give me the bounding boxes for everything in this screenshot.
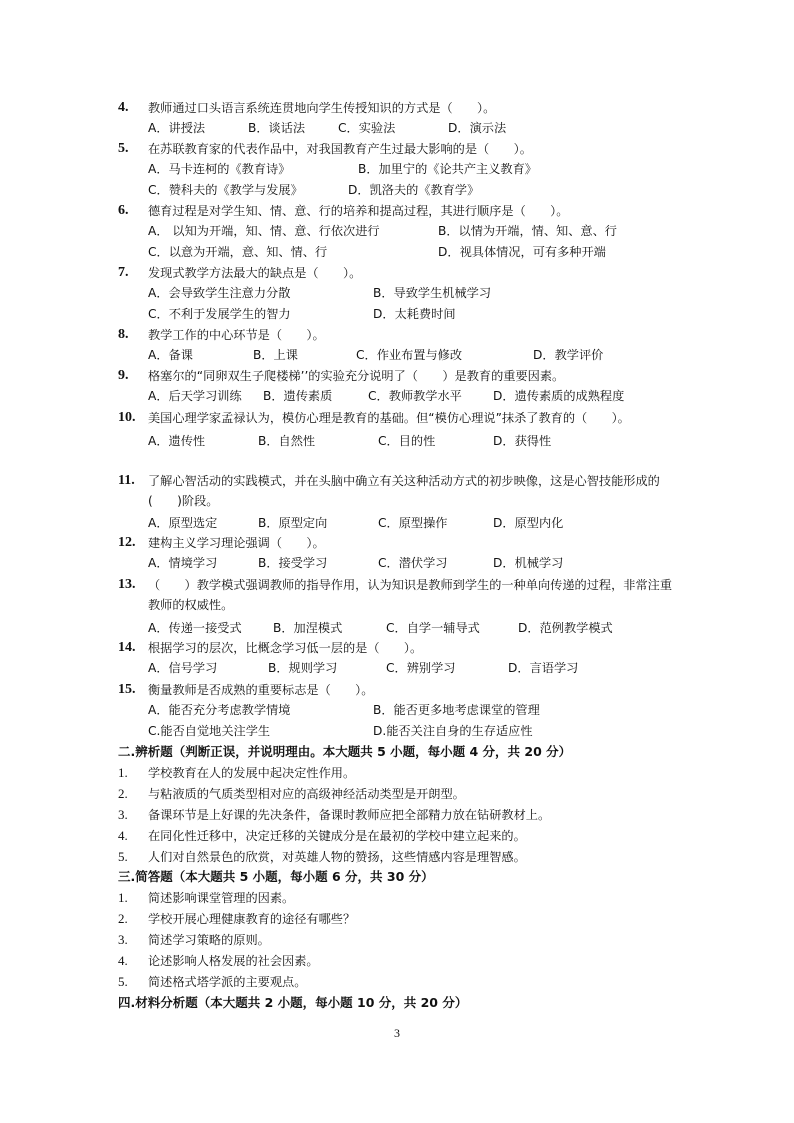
question-text: 在苏联教育家的代表作品中，对我国教育产生过最大影响的是（ ）。 [148, 142, 532, 156]
option-a: A．马卡连柯的《教育诗》 [148, 162, 291, 176]
option-d: D．太耗费时间 [373, 306, 456, 321]
section-4-title: 四.材料分析题（本大题共 2 小题，每小题 10 分，共 20 分） [118, 995, 468, 1010]
question-number: 6. [118, 203, 129, 218]
option-c: C．潜伏学习 [378, 556, 448, 570]
list-item [118, 888, 678, 908]
option-b: B．谈话法 [248, 121, 306, 135]
option-row [148, 513, 678, 534]
option-c: C．原型操作 [378, 516, 448, 530]
option-a: A．遗传性 [148, 434, 206, 448]
question-15 [118, 680, 678, 741]
option-b: B．规则学习 [268, 661, 338, 675]
question-text: 根据学习的层次，比概念学习低一层的是（ ）。 [148, 641, 423, 655]
question-11 [118, 471, 678, 534]
option-d: D．机械学习 [493, 556, 564, 570]
section-2-title: 二.辨析题（判断正误，并说明理由。本大题共 5 小题，每小题 4 分，共 20 分） [118, 744, 572, 759]
item-number: 3. [118, 932, 128, 947]
option-a: A．信号学习 [148, 661, 218, 675]
section-3-title: 三.简答题（本大题共 5 小题，每小题 6 分，共 30 分） [118, 869, 434, 884]
question-number: 5. [118, 141, 129, 156]
option-row [148, 721, 678, 742]
list-item [118, 784, 678, 804]
option-a: A．情境学习 [148, 556, 218, 570]
option-c: C.能否自觉地关注学生 [148, 723, 271, 738]
question-10 [118, 408, 678, 452]
option-b: B．加里宁的《论共产主义教育》 [358, 162, 537, 176]
option-b: B．接受学习 [258, 556, 328, 570]
question-number: 13. [118, 577, 136, 592]
item-text: 备课环节是上好课的先决条件，备课时教师应把全部精力放在钻研教材上。 [148, 808, 551, 822]
option-row [148, 118, 678, 139]
option-c: C．以意为开端，意、知、情、行 [148, 244, 328, 259]
option-d: D．言语学习 [508, 661, 579, 675]
option-b: B．能否更多地考虑课堂的管理 [373, 703, 540, 717]
question-number: 15. [118, 682, 136, 697]
item-text: 人们对自然景色的欣赏，对英雄人物的赞扬，这些情感内容是理智感。 [148, 850, 526, 864]
item-text: 简述影响课堂管理的因素。 [148, 891, 295, 905]
question-text: 衡量教师是否成熟的重要标志是（ ）。 [148, 683, 374, 697]
option-d: D．凯洛夫的《教育学》 [348, 182, 480, 197]
option-d: D．教学评价 [533, 348, 604, 362]
option-a: A．会导致学生注意力分散 [148, 286, 291, 300]
option-d: D．视具体情况，可有多种开端 [438, 244, 606, 259]
question-number: 14. [118, 640, 136, 655]
option-d: D．演示法 [448, 121, 507, 135]
item-number: 4. [118, 953, 128, 968]
option-a: A．能否充分考虑教学情境 [148, 703, 291, 717]
option-row [148, 618, 678, 639]
option-row [148, 242, 678, 263]
list-item [118, 930, 678, 950]
option-a: A．后天学习训练 [148, 389, 242, 403]
list-item [118, 951, 678, 971]
option-row [148, 159, 678, 180]
item-number: 5. [118, 974, 128, 989]
option-a: A． 以知为开端，知、情、意、行依次进行 [148, 224, 380, 238]
option-row [148, 386, 678, 407]
item-text: 学校开展心理健康教育的途径有哪些？ [148, 912, 356, 926]
question-text: 美国心理学家孟禄认为，模仿心理是教育的基础。但“模仿心理说”抹杀了教育的（ ）。 [148, 411, 630, 425]
question-5 [118, 139, 678, 200]
item-number: 1. [118, 890, 128, 905]
option-a: A．讲授法 [148, 121, 206, 135]
option-b: B．自然性 [258, 434, 316, 448]
option-d: D．获得性 [493, 434, 552, 448]
option-row [148, 180, 678, 201]
question-number: 12. [118, 535, 136, 550]
item-number: 2. [118, 911, 128, 926]
question-number: 9. [118, 368, 129, 383]
list-item [118, 763, 678, 783]
question-7 [118, 263, 678, 324]
option-a: A．原型选定 [148, 516, 218, 530]
option-row [148, 431, 678, 452]
option-b: B．遗传素质 [263, 389, 333, 403]
question-8 [118, 325, 678, 366]
option-c: C．实验法 [338, 121, 396, 135]
option-c: C．自学一辅导式 [386, 621, 480, 635]
question-number: 7. [118, 265, 129, 280]
option-b: B．以情为开端，情、知、意、行 [438, 224, 617, 238]
question-4 [118, 98, 678, 139]
option-d: D．范例教学模式 [518, 621, 613, 635]
item-text: 与粘液质的气质类型相对应的高级神经活动类型是开朗型。 [148, 787, 465, 801]
option-b: B．原型定向 [258, 516, 328, 530]
question-text: 教师通过口头语言系统连贯地向学生传授知识的方式是（ ）。 [148, 101, 496, 115]
option-row [148, 221, 678, 242]
item-number: 3. [118, 807, 128, 822]
item-text: 简述学习策略的原则。 [148, 933, 270, 947]
question-text: 了解心智活动的实践模式，并在头脑中确立有关这种活动方式的初步映像，这是心智技能形成的( )阶段。 [148, 474, 660, 508]
option-row [148, 553, 678, 574]
option-row [148, 304, 678, 325]
question-14 [118, 638, 678, 679]
option-row [148, 700, 678, 721]
item-text: 在同化性迁移中，决定迁移的关键成分是在最初的学校中建立起来的。 [148, 829, 526, 843]
option-b: B．导致学生机械学习 [373, 286, 492, 300]
option-row [148, 283, 678, 304]
item-number: 5. [118, 849, 128, 864]
question-text: 教学工作的中心环节是（ ）。 [148, 328, 325, 342]
item-text: 学校教育在人的发展中起决定性作用。 [148, 766, 356, 780]
option-row [148, 345, 678, 366]
option-b: B．加涅模式 [273, 621, 343, 635]
option-d: D．原型内化 [493, 516, 564, 530]
option-c: C．作业布置与修改 [356, 348, 463, 362]
option-c: C．赞科夫的《教学与发展》 [148, 182, 303, 197]
option-a: A．备课 [148, 348, 193, 362]
question-text: 发现式教学方法最大的缺点是（ ）。 [148, 266, 362, 280]
option-row [148, 658, 678, 679]
item-number: 1. [118, 765, 128, 780]
item-text: 论述影响人格发展的社会因素。 [148, 954, 319, 968]
list-item [118, 909, 678, 929]
question-number: 11. [118, 473, 135, 488]
question-6 [118, 201, 678, 262]
list-item [118, 826, 678, 846]
option-c: C．不利于发展学生的智力 [148, 306, 291, 321]
question-number: 10. [118, 410, 136, 425]
option-c: C．教师教学水平 [368, 389, 462, 403]
option-b: B．上课 [253, 348, 298, 362]
question-13 [118, 575, 678, 639]
question-9 [118, 366, 678, 407]
item-number: 4. [118, 828, 128, 843]
item-text: 简述格式塔学派的主要观点。 [148, 975, 307, 989]
question-text: 格塞尔的“同卵双生子爬楼梯’’的实验充分说明了（ ）是教育的重要因素。 [148, 369, 565, 383]
question-text: （ ）教学模式强调教师的指导作用，认为知识是教师到学生的一种单向传递的过程，非常注重教师的权威性。 [148, 578, 673, 612]
option-c: C．目的性 [378, 434, 436, 448]
option-d: D．遗传素质的成熟程度 [493, 389, 625, 403]
question-text: 德育过程是对学生知、情、意、行的培养和提高过程，其进行顺序是（ ）。 [148, 204, 569, 218]
page-number: 3 [394, 1026, 400, 1040]
question-12 [118, 533, 678, 574]
list-item [118, 847, 678, 867]
option-d: D.能否关注自身的生存适应性 [373, 723, 533, 738]
question-text: 建构主义学习理论强调（ ）。 [148, 536, 325, 550]
option-a: A．传递一接受式 [148, 621, 242, 635]
list-item [118, 972, 678, 992]
question-number: 4. [118, 100, 129, 115]
question-number: 8. [118, 327, 129, 342]
item-number: 2. [118, 786, 128, 801]
list-item [118, 805, 678, 825]
option-c: C．辨别学习 [386, 661, 456, 675]
